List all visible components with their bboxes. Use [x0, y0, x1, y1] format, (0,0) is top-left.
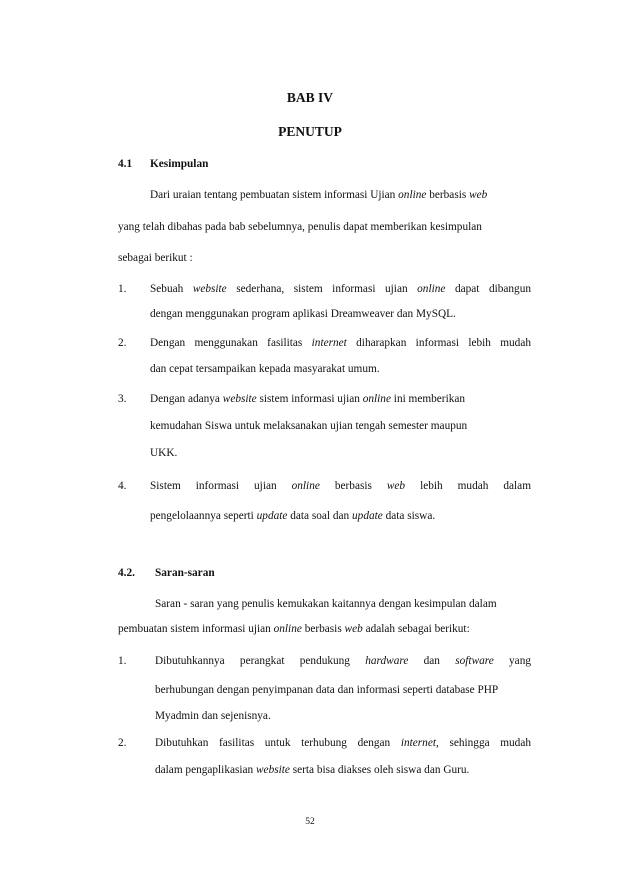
- list-item-line: pengelolaannya seperti update data soal dan update data siswa.: [150, 510, 436, 522]
- list-item-line: dengan menggunakan program aplikasi Dreamweaver dan MySQL.: [150, 308, 456, 320]
- list-item-line: UKK.: [150, 447, 178, 459]
- list-item-line: Dengan adanya website sistem informasi ujian online ini memberikan: [150, 393, 466, 405]
- list-number: 2.: [118, 737, 127, 749]
- intro-line-3: sebagai berikut :: [118, 252, 193, 264]
- list-item-line: Sebuah website sederhana, sistem informasi ujian online dapat dibangun: [150, 283, 531, 295]
- section-number-2: 4.2.: [118, 567, 135, 579]
- list-number: 1.: [118, 655, 127, 667]
- list-item-line: dalam pengaplikasian website serta bisa diakses oleh siswa dan Guru.: [155, 764, 470, 776]
- page-number: 52: [305, 817, 315, 827]
- intro-line-1: Dari uraian tentang pembuatan sistem informasi Ujian online berbasis web: [150, 189, 488, 201]
- list-item-line: Myadmin dan sejenisnya.: [155, 710, 271, 722]
- chapter-label: BAB IV: [286, 90, 334, 105]
- chapter-title: PENUTUP: [278, 124, 342, 139]
- list-number: 3.: [118, 393, 127, 405]
- intro-line-2: yang telah dibahas pada bab sebelumnya, penulis dapat memberikan kesimpulan: [118, 221, 482, 233]
- list-item-line: Dengan menggunakan fasilitas internet diharapkan informasi lebih mudah: [150, 337, 531, 349]
- section-number-1: 4.1: [118, 158, 133, 170]
- list-number: 2.: [118, 337, 127, 349]
- list-item-line: berhubungan dengan penyimpanan data dan informasi seperti database PHP: [155, 684, 499, 696]
- list-item-line: dan cepat tersampaikan kepada masyarakat umum.: [150, 363, 380, 375]
- section-heading-2: Saran-saran: [155, 567, 215, 579]
- section-heading-1: Kesimpulan: [150, 158, 209, 170]
- list-item-line: Dibutuhkannya perangkat pendukung hardware dan software yang: [155, 655, 531, 667]
- list-item-line: Dibutuhkan fasilitas untuk terhubung dengan internet, sehingga mudah: [155, 737, 531, 749]
- list-item-line: Sistem informasi ujian online berbasis web lebih mudah dalam: [150, 480, 531, 492]
- list-number: 4.: [118, 480, 127, 492]
- suggestion-intro-line-2: pembuatan sistem informasi ujian online berbasis web adalah sebagai berikut:: [118, 623, 470, 635]
- suggestion-intro-line-1: Saran - saran yang penulis kemukakan kaitannya dengan kesimpulan dalam: [155, 598, 497, 610]
- list-number: 1.: [118, 283, 127, 295]
- list-item-line: kemudahan Siswa untuk melaksanakan ujian tengah semester maupun: [150, 420, 468, 432]
